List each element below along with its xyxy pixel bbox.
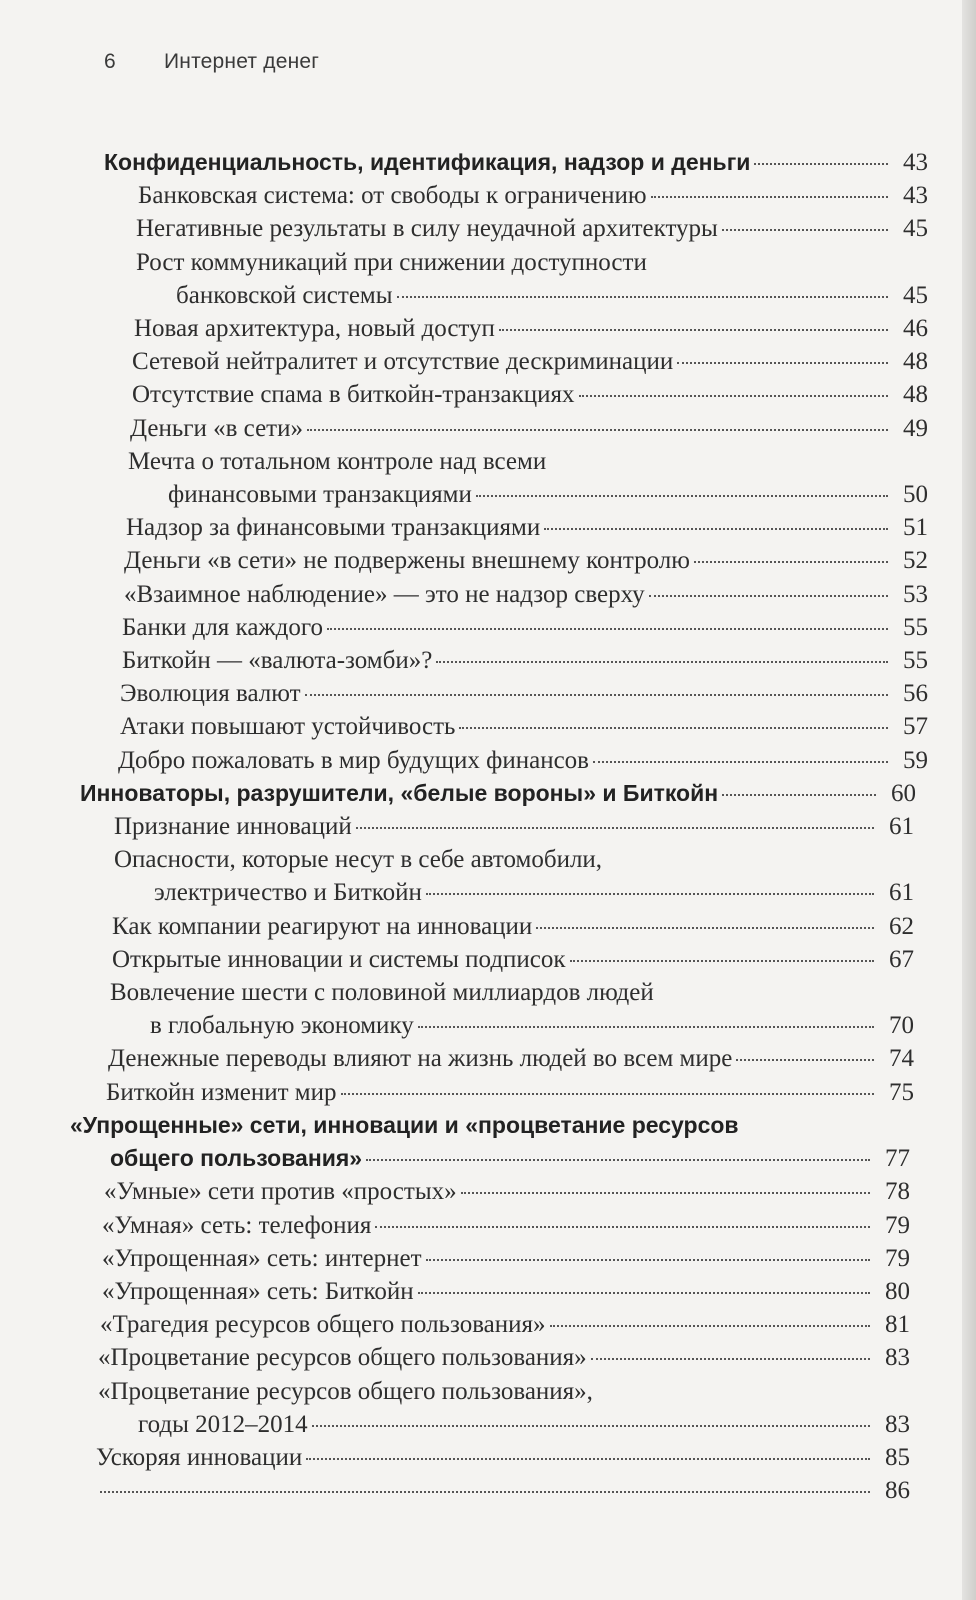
dot-leader	[306, 1458, 870, 1460]
entry-text: «Трагедия ресурсов общего пользования»	[100, 1311, 546, 1339]
dot-leader	[312, 1425, 870, 1427]
entry-text: Открытые инновации и системы подписок	[112, 945, 566, 973]
toc-item	[0, 1175, 976, 1208]
toc-item	[0, 511, 976, 544]
entry-page-number: 57	[903, 713, 928, 741]
dot-leader	[536, 927, 874, 929]
dot-leader	[476, 495, 888, 497]
entry-text: общего пользования»	[110, 1145, 363, 1172]
dot-leader	[550, 1325, 870, 1327]
dot-leader	[305, 694, 888, 696]
dot-leader	[327, 628, 888, 630]
dot-leader	[459, 727, 888, 729]
entry-text: Банки для каждого	[122, 613, 324, 641]
dot-leader	[722, 794, 876, 796]
entry-text: Надзор за финансовыми транзакциями	[126, 514, 541, 542]
toc-item	[0, 843, 976, 909]
toc-item	[0, 1308, 976, 1341]
toc-chapter-3	[0, 1109, 976, 1175]
entry-text: в глобальную экономику	[150, 1012, 414, 1040]
entry-page-number: 74	[889, 1045, 914, 1073]
dot-leader	[375, 1226, 870, 1228]
entry-text: «Умная» сеть: телефония	[102, 1211, 372, 1239]
toc-item	[0, 611, 976, 644]
entry-page-number: 43	[903, 149, 928, 176]
page-number: 6	[104, 50, 116, 73]
toc-item	[0, 644, 976, 677]
toc-item	[0, 1209, 976, 1242]
entry-page-number: 45	[903, 215, 928, 243]
entry-page-number: 52	[903, 547, 928, 575]
entry-text: «Взаимное наблюдение» — это не надзор сверху	[124, 580, 645, 608]
entry-text: Опасности, которые несут в себе автомобили,	[114, 846, 603, 874]
toc-item	[0, 1042, 976, 1075]
entry-text: Биткойн — «валюта-зомби»?	[122, 647, 433, 675]
dot-leader	[722, 229, 888, 231]
dot-leader	[397, 296, 888, 298]
entry-text: Вовлечение шести с половиной миллиардов людей	[110, 979, 654, 1007]
entry-page-number: 67	[889, 945, 914, 973]
dot-leader	[736, 1059, 874, 1061]
entry-text: «Умные» сети против «простых»	[104, 1178, 457, 1206]
entry-text: банковской системы	[176, 281, 393, 309]
entry-text: «Упрощенные» сети, инновации и «процветание ресурсов	[70, 1111, 739, 1138]
entry-page-number: 53	[903, 580, 928, 608]
toc-item	[0, 212, 976, 245]
entry-text: Отсутствие спама в биткойн-транзакциях	[132, 381, 575, 409]
entry-page-number: 77	[885, 1145, 910, 1173]
entry-text: Инноваторы, разрушители, «белые вороны» и Биткойн	[80, 779, 719, 806]
entry-page-number: 79	[885, 1244, 910, 1272]
toc-chapter-1	[0, 146, 976, 179]
toc-item	[0, 544, 976, 577]
dot-leader	[307, 429, 888, 431]
entry-page-number: 80	[885, 1277, 910, 1305]
dot-leader	[366, 1159, 870, 1161]
entry-text: Как компании реагируют на инновации	[112, 912, 533, 940]
entry-text: финансовыми транзакциями	[168, 481, 472, 509]
toc-item	[0, 312, 976, 345]
toc-item	[0, 1242, 976, 1275]
entry-text: Ускоряя инновации	[96, 1443, 303, 1471]
entry-page-number: 61	[889, 879, 914, 907]
entry-text: электричество и Биткойн	[154, 879, 422, 907]
toc-item	[0, 1076, 976, 1109]
toc-item	[0, 179, 976, 212]
table-of-contents	[0, 146, 976, 1507]
entry-text: Деньги «в сети»	[130, 414, 303, 442]
entry-page-number: 75	[889, 1078, 914, 1106]
toc-item	[0, 445, 976, 511]
toc-item	[0, 246, 976, 312]
entry-page-number: 79	[885, 1211, 910, 1239]
toc-item	[0, 1341, 976, 1374]
entry-page-number: 86	[885, 1477, 910, 1505]
entry-text: годы 2012–2014	[138, 1410, 308, 1438]
toc-item	[0, 345, 976, 378]
entry-text: «Упрощенная» сеть: интернет	[102, 1244, 422, 1272]
dot-leader	[426, 893, 874, 895]
entry-page-number: 43	[903, 182, 928, 210]
entry-text: «Упрощенная» сеть: Биткойн	[102, 1277, 414, 1305]
toc-item	[0, 378, 976, 411]
toc-item	[0, 744, 976, 777]
entry-text: Новая архитектура, новый доступ	[134, 315, 495, 343]
running-title: Интернет денег	[164, 50, 320, 73]
entry-text: Рост коммуникаций при снижении доступности	[136, 248, 647, 276]
toc-item	[0, 943, 976, 976]
entry-text: Негативные результаты в силу неудачной архитектуры	[136, 215, 718, 243]
entry-text: Биткойн изменит мир	[106, 1078, 337, 1106]
toc-item	[0, 1441, 976, 1474]
entry-text: Атаки повышают устойчивость	[120, 713, 456, 741]
entry-page-number: 48	[903, 381, 928, 409]
entry-page-number: 56	[903, 680, 928, 708]
dot-leader	[418, 1292, 870, 1294]
entry-text: «Процветание ресурсов общего пользования»	[98, 1344, 587, 1372]
entry-text: Банковская система: от свободы к ограничению	[138, 182, 647, 210]
entry-page-number: 78	[885, 1178, 910, 1206]
dot-leader	[593, 761, 888, 763]
entry-text: Денежные переводы влияют на жизнь людей во всем мире	[108, 1045, 733, 1073]
entry-text: Сетевой нейтралитет и отсутствие дескриминации	[132, 348, 674, 376]
dot-leader	[651, 196, 888, 198]
dot-leader	[426, 1259, 870, 1261]
entry-page-number: 48	[903, 348, 928, 376]
entry-text: Деньги «в сети» не подвержены внешнему контролю	[124, 547, 690, 575]
toc-item	[0, 412, 976, 445]
entry-text: Признание инноваций	[114, 813, 352, 841]
entry-page-number: 70	[889, 1012, 914, 1040]
entry-page-number: 46	[903, 315, 928, 343]
entry-page-number: 61	[889, 813, 914, 841]
entry-page-number: 60	[891, 779, 916, 807]
entry-page-number: 49	[903, 414, 928, 442]
dot-leader	[579, 395, 888, 397]
dot-leader	[499, 329, 888, 331]
dot-leader	[418, 1026, 874, 1028]
dot-leader	[461, 1192, 870, 1194]
dot-leader	[694, 561, 888, 563]
entry-page-number: 45	[903, 281, 928, 309]
entry-page-number: 83	[885, 1410, 910, 1438]
entry-page-number: 81	[885, 1311, 910, 1339]
entry-page-number: 51	[903, 514, 928, 542]
dot-leader	[544, 528, 888, 530]
toc-item	[0, 810, 976, 843]
toc-item	[0, 710, 976, 743]
entry-text: Эволюция валют	[120, 680, 301, 708]
entry-page-number: 50	[903, 481, 928, 509]
toc-item	[0, 578, 976, 611]
dot-leader	[754, 163, 888, 165]
dot-leader	[356, 827, 874, 829]
entry-text: Мечта о тотальном контроле над всеми	[128, 447, 547, 475]
entry-text: «Процветание ресурсов общего пользования»,	[98, 1377, 593, 1405]
toc-item	[0, 677, 976, 710]
entry-page-number: 83	[885, 1344, 910, 1372]
dot-leader	[570, 960, 874, 962]
entry-page-number: 55	[903, 613, 928, 641]
entry-text: Добро пожаловать в мир будущих финансов	[118, 746, 589, 774]
toc-item	[0, 976, 976, 1042]
entry-page-number: 85	[885, 1443, 910, 1471]
entry-page-number: 62	[889, 912, 914, 940]
toc-item	[0, 910, 976, 943]
dot-leader	[649, 595, 888, 597]
toc-item	[0, 1275, 976, 1308]
entry-text: Конфиденциальность, идентификация, надзор и деньги	[104, 149, 751, 175]
entry-page-number: 59	[903, 746, 928, 774]
toc-chapter-2	[0, 777, 976, 810]
dot-leader	[677, 362, 888, 364]
toc-trailing-line	[0, 1474, 976, 1507]
dot-leader	[436, 661, 888, 663]
entry-page-number: 55	[903, 647, 928, 675]
dot-leader	[100, 1491, 870, 1493]
dot-leader	[591, 1358, 870, 1360]
dot-leader	[341, 1093, 875, 1095]
toc-item	[0, 1375, 976, 1441]
running-head	[104, 50, 319, 74]
